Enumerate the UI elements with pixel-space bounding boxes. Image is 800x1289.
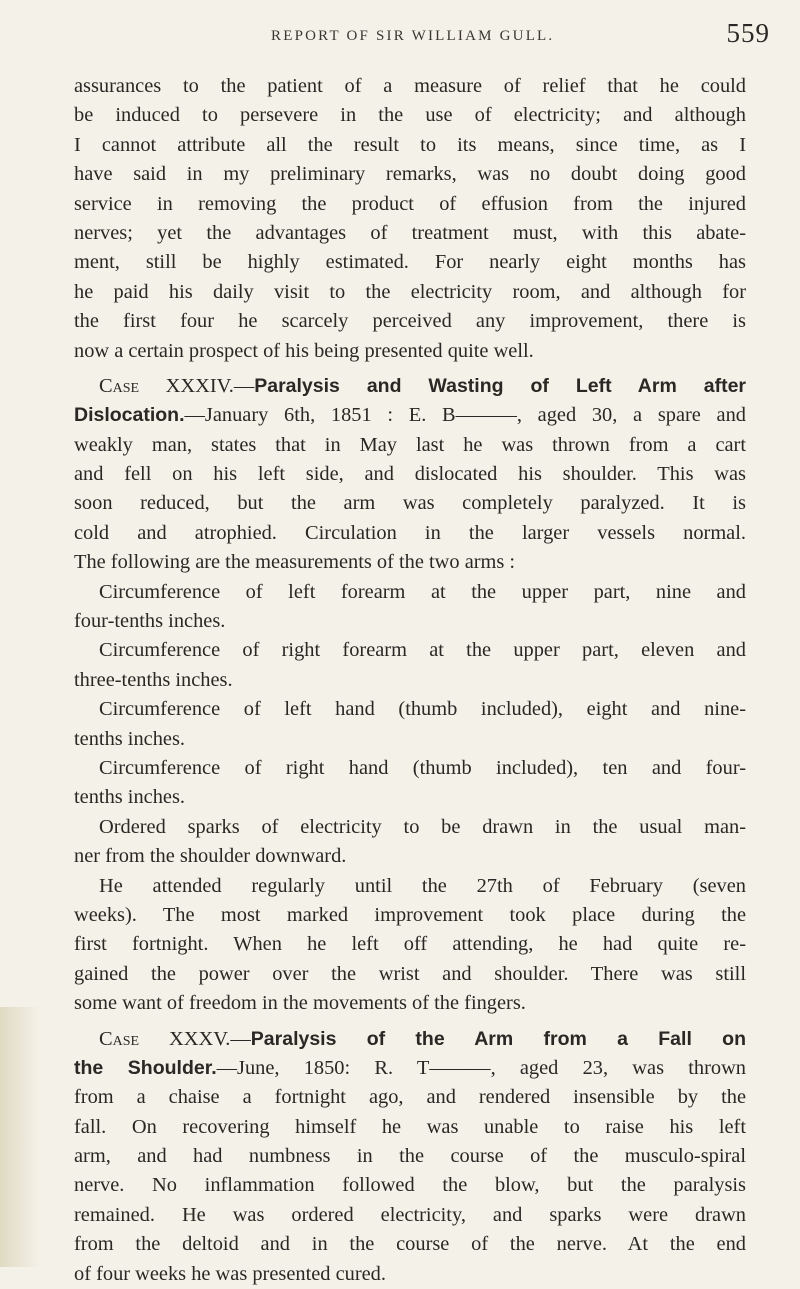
running-head: [0, 12, 800, 52]
case-35-label: Case XXXV.: [99, 1028, 230, 1050]
text-line: I cannot attribute all the result to its means, since time, as I: [74, 131, 746, 160]
case-34-intro: —January 6th, 1851 : E. B———, aged 30, a spare and: [185, 404, 746, 426]
treatment-line: ner from the shoulder downward.: [74, 842, 746, 871]
text-line: he paid his daily visit to the electricity room, and although for: [74, 278, 746, 307]
case-34-dash: —: [234, 375, 254, 397]
case-34-label: Case XXXIV.: [99, 375, 234, 397]
page-edge-shading: [0, 1007, 40, 1267]
case-35-title-cont: the Shoulder.: [74, 1057, 217, 1079]
text-line: the first four he scarcely perceived any improvement, there is: [74, 307, 746, 336]
text-line: weeks). The most marked improvement took place during the: [74, 901, 746, 930]
text-line: first fortnight. When he left off attending, he had quite re-: [74, 930, 746, 959]
text-line: assurances to the patient of a measure of relief that he could: [74, 72, 746, 101]
text-line: nerves; yet the advantages of treatment must, with this abate-: [74, 219, 746, 248]
case-35-heading-line: [74, 1025, 746, 1054]
text-line: The following are the measurements of the two arms :: [74, 548, 746, 577]
text-line: be induced to persevere in the use of electricity; and although: [74, 101, 746, 130]
text-line: some want of freedom in the movements of the fingers.: [74, 989, 746, 1018]
measurement-line: tenths inches.: [74, 725, 746, 754]
measurement-line: three-tenths inches.: [74, 666, 746, 695]
treatment-line: Ordered sparks of electricity to be drawn in the usual man-: [74, 813, 746, 842]
measurement-line: tenths inches.: [74, 783, 746, 812]
running-title: REPORT OF SIR WILLIAM GULL.: [271, 28, 554, 45]
measurement-line: Circumference of left forearm at the upper part, nine and: [74, 578, 746, 607]
case-35-intro: —June, 1850: R. T———, aged 23, was thrown: [217, 1057, 746, 1079]
case-35-heading-line-2: [74, 1054, 746, 1083]
text-line: from the deltoid and in the course of the nerve. At the end: [74, 1230, 746, 1259]
body-text: [74, 72, 746, 1289]
case-34-section: [74, 372, 746, 1019]
measurement-line: Circumference of right hand (thumb included), ten and four-: [74, 754, 746, 783]
text-line: gained the power over the wrist and shoulder. There was still: [74, 960, 746, 989]
case-34-heading-line: [74, 372, 746, 401]
text-line: fall. On recovering himself he was unable to raise his left: [74, 1113, 746, 1142]
text-line: of four weeks he was presented cured.: [74, 1260, 746, 1289]
text-line: from a chaise a fortnight ago, and rendered insensible by the: [74, 1083, 746, 1112]
page-number: 559: [727, 18, 771, 49]
text-line: ment, still be highly estimated. For nearly eight months has: [74, 248, 746, 277]
case-35-title: Paralysis of the Arm from a Fall on: [251, 1028, 746, 1050]
text-line: He attended regularly until the 27th of February (seven: [74, 872, 746, 901]
text-line: nerve. No inflammation followed the blow, but the paralysis: [74, 1171, 746, 1200]
case-34-title: Paralysis and Wasting of Left Arm after: [254, 375, 746, 397]
case-34-heading-line-2: [74, 401, 746, 430]
text-line: have said in my preliminary remarks, was no doubt doing good: [74, 160, 746, 189]
case-35-dash: —: [230, 1028, 250, 1050]
text-line: cold and atrophied. Circulation in the larger vessels normal.: [74, 519, 746, 548]
measurement-line: Circumference of left hand (thumb included), eight and nine-: [74, 695, 746, 724]
case-34-title-cont: Dislocation.: [74, 404, 185, 426]
opening-paragraph: [74, 72, 746, 366]
text-line: service in removing the product of effusion from the injured: [74, 190, 746, 219]
text-line: and fell on his left side, and dislocated his shoulder. This was: [74, 460, 746, 489]
text-line: soon reduced, but the arm was completely paralyzed. It is: [74, 489, 746, 518]
text-line: remained. He was ordered electricity, and sparks were drawn: [74, 1201, 746, 1230]
text-line: now a certain prospect of his being presented quite well.: [74, 337, 746, 366]
measurement-line: Circumference of right forearm at the upper part, eleven and: [74, 636, 746, 665]
text-line: arm, and had numbness in the course of the musculo-spiral: [74, 1142, 746, 1171]
case-35-section: [74, 1025, 746, 1289]
measurement-line: four-tenths inches.: [74, 607, 746, 636]
text-line: weakly man, states that in May last he was thrown from a cart: [74, 431, 746, 460]
